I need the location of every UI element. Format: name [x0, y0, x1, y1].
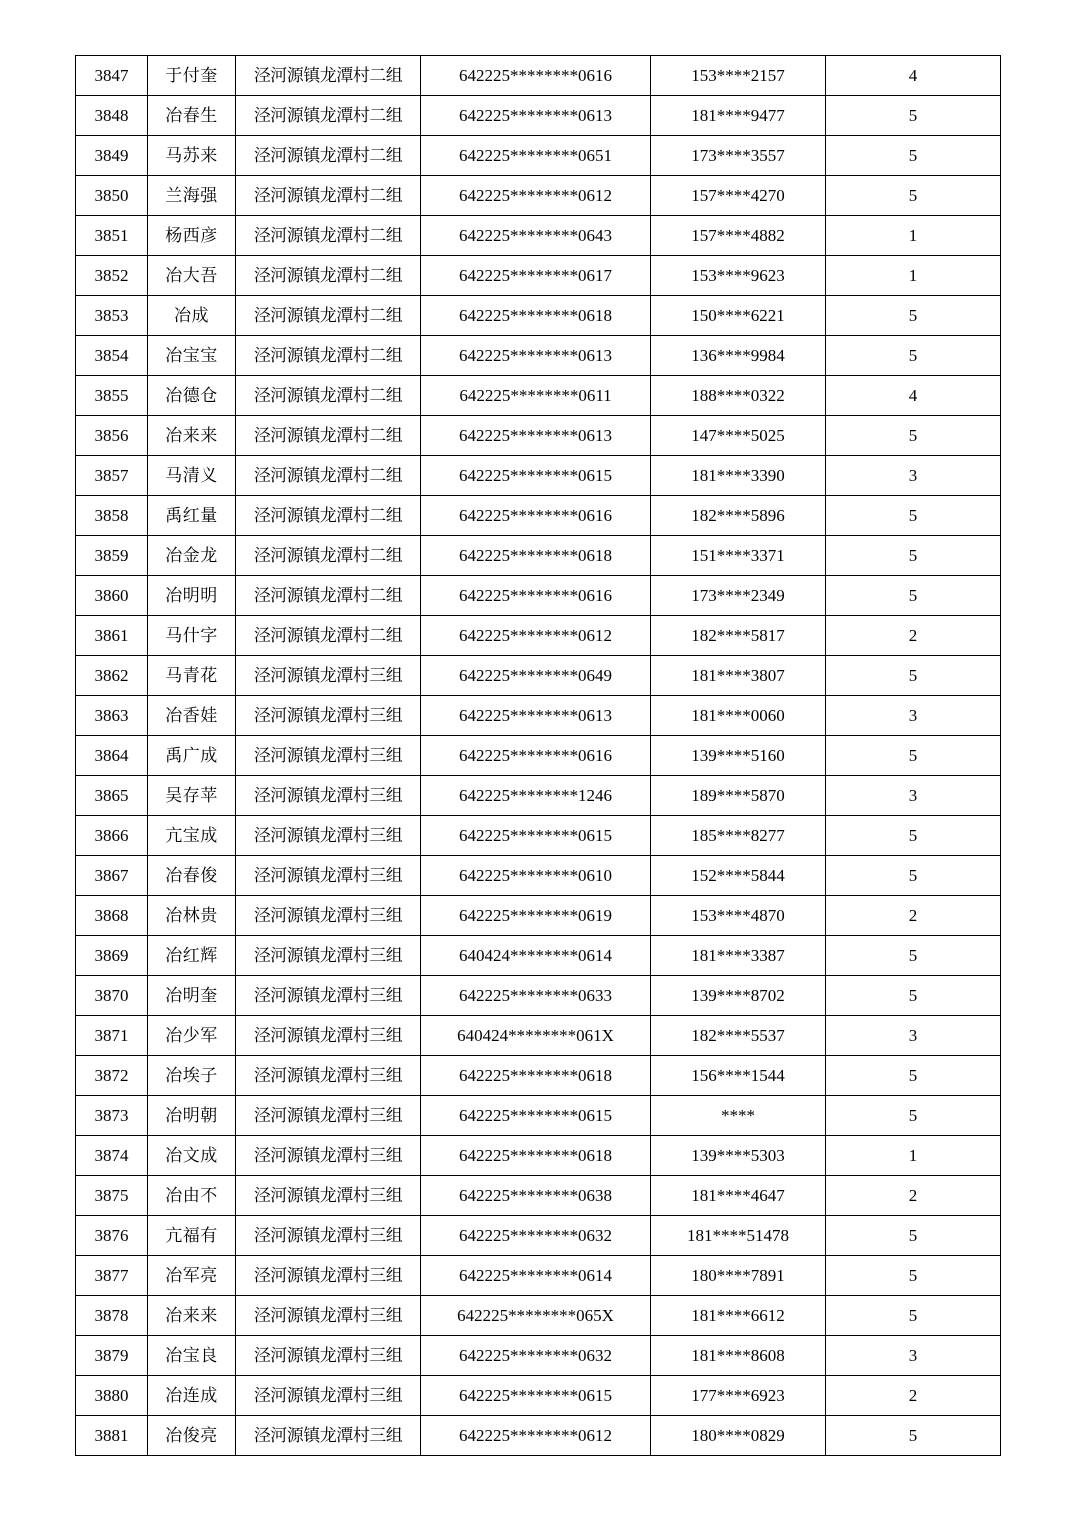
cell-count: 5 [826, 1216, 1001, 1256]
cell-count: 5 [826, 536, 1001, 576]
cell-seq: 3854 [76, 336, 148, 376]
cell-phone: 156****1544 [651, 1056, 826, 1096]
cell-phone: **** [651, 1096, 826, 1136]
cell-address: 泾河源镇龙潭村三组 [236, 696, 421, 736]
cell-seq: 3877 [76, 1256, 148, 1296]
cell-phone: 139****5303 [651, 1136, 826, 1176]
cell-address: 泾河源镇龙潭村二组 [236, 456, 421, 496]
cell-phone: 181****0060 [651, 696, 826, 736]
cell-count: 5 [826, 1416, 1001, 1456]
cell-phone: 153****9623 [651, 256, 826, 296]
cell-id-number: 642225********1246 [421, 776, 651, 816]
cell-phone: 181****8608 [651, 1336, 826, 1376]
cell-address: 泾河源镇龙潭村二组 [236, 256, 421, 296]
table-row [76, 696, 1001, 736]
cell-name: 于付奎 [148, 56, 236, 96]
cell-count: 3 [826, 1336, 1001, 1376]
cell-phone: 182****5817 [651, 616, 826, 656]
cell-id-number: 642225********0612 [421, 1416, 651, 1456]
cell-count: 5 [826, 96, 1001, 136]
cell-name: 冶连成 [148, 1376, 236, 1416]
cell-address: 泾河源镇龙潭村二组 [236, 416, 421, 456]
table-row [76, 656, 1001, 696]
cell-count: 3 [826, 696, 1001, 736]
cell-id-number: 642225********0638 [421, 1176, 651, 1216]
cell-count: 3 [826, 1016, 1001, 1056]
cell-phone: 181****51478 [651, 1216, 826, 1256]
cell-id-number: 642225********0610 [421, 856, 651, 896]
cell-address: 泾河源镇龙潭村三组 [236, 1336, 421, 1376]
cell-phone: 182****5896 [651, 496, 826, 536]
table-row [76, 1296, 1001, 1336]
cell-seq: 3865 [76, 776, 148, 816]
cell-phone: 152****5844 [651, 856, 826, 896]
cell-name: 亢福有 [148, 1216, 236, 1256]
cell-phone: 181****4647 [651, 1176, 826, 1216]
cell-address: 泾河源镇龙潭村二组 [236, 376, 421, 416]
cell-seq: 3866 [76, 816, 148, 856]
cell-name: 冶军亮 [148, 1256, 236, 1296]
table-row [76, 1336, 1001, 1376]
cell-name: 冶文成 [148, 1136, 236, 1176]
cell-count: 2 [826, 1176, 1001, 1216]
cell-phone: 153****4870 [651, 896, 826, 936]
cell-count: 4 [826, 376, 1001, 416]
cell-seq: 3856 [76, 416, 148, 456]
cell-count: 2 [826, 616, 1001, 656]
cell-seq: 3881 [76, 1416, 148, 1456]
cell-phone: 181****3387 [651, 936, 826, 976]
cell-id-number: 642225********0618 [421, 296, 651, 336]
cell-count: 5 [826, 1256, 1001, 1296]
cell-id-number: 642225********0617 [421, 256, 651, 296]
table-row [76, 296, 1001, 336]
cell-phone: 153****2157 [651, 56, 826, 96]
table-row [76, 1416, 1001, 1456]
cell-count: 5 [826, 1056, 1001, 1096]
cell-address: 泾河源镇龙潭村三组 [236, 896, 421, 936]
cell-count: 5 [826, 736, 1001, 776]
table-row [76, 376, 1001, 416]
cell-address: 泾河源镇龙潭村三组 [236, 856, 421, 896]
cell-id-number: 642225********0613 [421, 96, 651, 136]
cell-phone: 180****0829 [651, 1416, 826, 1456]
cell-count: 5 [826, 496, 1001, 536]
cell-name: 马什字 [148, 616, 236, 656]
table-row [76, 576, 1001, 616]
cell-name: 冶德仓 [148, 376, 236, 416]
table-row [76, 856, 1001, 896]
cell-id-number: 642225********0618 [421, 1056, 651, 1096]
cell-phone: 181****9477 [651, 96, 826, 136]
cell-name: 冶明朝 [148, 1096, 236, 1136]
table-row [76, 536, 1001, 576]
cell-seq: 3859 [76, 536, 148, 576]
cell-seq: 3876 [76, 1216, 148, 1256]
table-row [76, 336, 1001, 376]
cell-id-number: 642225********0613 [421, 336, 651, 376]
cell-address: 泾河源镇龙潭村二组 [236, 536, 421, 576]
cell-address: 泾河源镇龙潭村三组 [236, 1256, 421, 1296]
table-row [76, 616, 1001, 656]
cell-seq: 3849 [76, 136, 148, 176]
cell-id-number: 642225********0616 [421, 56, 651, 96]
cell-name: 马苏来 [148, 136, 236, 176]
cell-seq: 3850 [76, 176, 148, 216]
roster-table-body [76, 56, 1001, 1456]
cell-seq: 3860 [76, 576, 148, 616]
cell-seq: 3848 [76, 96, 148, 136]
cell-name: 冶金龙 [148, 536, 236, 576]
cell-seq: 3851 [76, 216, 148, 256]
cell-address: 泾河源镇龙潭村三组 [236, 1056, 421, 1096]
cell-seq: 3870 [76, 976, 148, 1016]
cell-seq: 3864 [76, 736, 148, 776]
cell-name: 冶少军 [148, 1016, 236, 1056]
table-row [76, 1176, 1001, 1216]
cell-id-number: 642225********0613 [421, 416, 651, 456]
cell-name: 禹广成 [148, 736, 236, 776]
cell-phone: 177****6923 [651, 1376, 826, 1416]
cell-count: 1 [826, 1136, 1001, 1176]
cell-id-number: 642225********0615 [421, 1376, 651, 1416]
cell-id-number: 642225********0613 [421, 696, 651, 736]
table-row [76, 1376, 1001, 1416]
cell-phone: 147****5025 [651, 416, 826, 456]
cell-id-number: 642225********0633 [421, 976, 651, 1016]
table-row [76, 416, 1001, 456]
cell-address: 泾河源镇龙潭村二组 [236, 296, 421, 336]
cell-phone: 136****9984 [651, 336, 826, 376]
table-row [76, 216, 1001, 256]
cell-address: 泾河源镇龙潭村三组 [236, 736, 421, 776]
cell-phone: 181****3807 [651, 656, 826, 696]
cell-address: 泾河源镇龙潭村三组 [236, 1136, 421, 1176]
cell-address: 泾河源镇龙潭村二组 [236, 336, 421, 376]
cell-phone: 173****2349 [651, 576, 826, 616]
cell-address: 泾河源镇龙潭村二组 [236, 176, 421, 216]
cell-count: 5 [826, 576, 1001, 616]
cell-address: 泾河源镇龙潭村二组 [236, 496, 421, 536]
cell-name: 冶香娃 [148, 696, 236, 736]
cell-count: 5 [826, 176, 1001, 216]
cell-seq: 3875 [76, 1176, 148, 1216]
cell-name: 冶宝宝 [148, 336, 236, 376]
cell-address: 泾河源镇龙潭村三组 [236, 976, 421, 1016]
cell-address: 泾河源镇龙潭村三组 [236, 776, 421, 816]
cell-id-number: 642225********0616 [421, 576, 651, 616]
cell-id-number: 642225********0632 [421, 1216, 651, 1256]
cell-address: 泾河源镇龙潭村三组 [236, 1216, 421, 1256]
cell-name: 冶林贵 [148, 896, 236, 936]
cell-count: 1 [826, 256, 1001, 296]
cell-count: 5 [826, 656, 1001, 696]
cell-name: 冶来来 [148, 1296, 236, 1336]
cell-seq: 3867 [76, 856, 148, 896]
cell-seq: 3879 [76, 1336, 148, 1376]
cell-id-number: 642225********0612 [421, 616, 651, 656]
table-row [76, 56, 1001, 96]
cell-address: 泾河源镇龙潭村三组 [236, 1296, 421, 1336]
cell-phone: 189****5870 [651, 776, 826, 816]
cell-seq: 3878 [76, 1296, 148, 1336]
table-row [76, 816, 1001, 856]
cell-id-number: 642225********0615 [421, 816, 651, 856]
cell-count: 5 [826, 816, 1001, 856]
cell-count: 5 [826, 856, 1001, 896]
cell-name: 马清义 [148, 456, 236, 496]
cell-count: 3 [826, 776, 1001, 816]
cell-seq: 3862 [76, 656, 148, 696]
cell-id-number: 642225********0616 [421, 736, 651, 776]
cell-id-number: 642225********0612 [421, 176, 651, 216]
cell-address: 泾河源镇龙潭村三组 [236, 1096, 421, 1136]
cell-seq: 3847 [76, 56, 148, 96]
cell-seq: 3861 [76, 616, 148, 656]
cell-address: 泾河源镇龙潭村二组 [236, 136, 421, 176]
cell-count: 2 [826, 896, 1001, 936]
cell-name: 禹红量 [148, 496, 236, 536]
table-row [76, 1056, 1001, 1096]
cell-count: 5 [826, 416, 1001, 456]
table-row [76, 176, 1001, 216]
cell-name: 冶成 [148, 296, 236, 336]
table-row [76, 1216, 1001, 1256]
cell-name: 马青花 [148, 656, 236, 696]
cell-id-number: 642225********0649 [421, 656, 651, 696]
cell-id-number: 642225********0643 [421, 216, 651, 256]
cell-seq: 3852 [76, 256, 148, 296]
cell-count: 5 [826, 936, 1001, 976]
cell-name: 冶明奎 [148, 976, 236, 1016]
cell-phone: 139****8702 [651, 976, 826, 1016]
cell-seq: 3855 [76, 376, 148, 416]
cell-seq: 3872 [76, 1056, 148, 1096]
table-row [76, 776, 1001, 816]
cell-phone: 150****6221 [651, 296, 826, 336]
table-row [76, 136, 1001, 176]
table-row [76, 1096, 1001, 1136]
cell-address: 泾河源镇龙潭村三组 [236, 1016, 421, 1056]
cell-name: 吴存苹 [148, 776, 236, 816]
cell-count: 4 [826, 56, 1001, 96]
table-row [76, 976, 1001, 1016]
cell-phone: 181****6612 [651, 1296, 826, 1336]
cell-count: 5 [826, 1296, 1001, 1336]
cell-seq: 3880 [76, 1376, 148, 1416]
cell-count: 3 [826, 456, 1001, 496]
cell-id-number: 642225********0614 [421, 1256, 651, 1296]
cell-address: 泾河源镇龙潭村三组 [236, 816, 421, 856]
cell-seq: 3853 [76, 296, 148, 336]
cell-name: 冶春俊 [148, 856, 236, 896]
cell-count: 5 [826, 136, 1001, 176]
cell-address: 泾河源镇龙潭村二组 [236, 616, 421, 656]
cell-name: 冶春生 [148, 96, 236, 136]
cell-name: 冶埃子 [148, 1056, 236, 1096]
cell-id-number: 642225********0651 [421, 136, 651, 176]
roster-table [75, 55, 1001, 1456]
cell-count: 1 [826, 216, 1001, 256]
cell-phone: 185****8277 [651, 816, 826, 856]
cell-phone: 151****3371 [651, 536, 826, 576]
cell-seq: 3857 [76, 456, 148, 496]
cell-id-number: 642225********0632 [421, 1336, 651, 1376]
table-row [76, 1016, 1001, 1056]
cell-id-number: 642225********0619 [421, 896, 651, 936]
cell-name: 冶明明 [148, 576, 236, 616]
cell-address: 泾河源镇龙潭村三组 [236, 936, 421, 976]
table-row [76, 96, 1001, 136]
cell-phone: 157****4882 [651, 216, 826, 256]
cell-id-number: 642225********0615 [421, 456, 651, 496]
cell-seq: 3868 [76, 896, 148, 936]
cell-name: 冶由不 [148, 1176, 236, 1216]
cell-name: 兰海强 [148, 176, 236, 216]
table-row [76, 256, 1001, 296]
cell-seq: 3863 [76, 696, 148, 736]
table-row [76, 496, 1001, 536]
cell-name: 冶大吾 [148, 256, 236, 296]
cell-name: 冶红辉 [148, 936, 236, 976]
cell-seq: 3873 [76, 1096, 148, 1136]
cell-id-number: 642225********065X [421, 1296, 651, 1336]
cell-seq: 3871 [76, 1016, 148, 1056]
cell-address: 泾河源镇龙潭村三组 [236, 1176, 421, 1216]
cell-count: 2 [826, 1376, 1001, 1416]
cell-id-number: 642225********0611 [421, 376, 651, 416]
cell-name: 杨西彦 [148, 216, 236, 256]
cell-phone: 181****3390 [651, 456, 826, 496]
cell-id-number: 640424********061X [421, 1016, 651, 1056]
cell-phone: 182****5537 [651, 1016, 826, 1056]
table-row [76, 736, 1001, 776]
cell-address: 泾河源镇龙潭村二组 [236, 96, 421, 136]
cell-id-number: 642225********0615 [421, 1096, 651, 1136]
cell-address: 泾河源镇龙潭村二组 [236, 216, 421, 256]
cell-count: 5 [826, 296, 1001, 336]
cell-phone: 139****5160 [651, 736, 826, 776]
cell-id-number: 642225********0618 [421, 1136, 651, 1176]
table-row [76, 936, 1001, 976]
cell-count: 5 [826, 336, 1001, 376]
cell-name: 亢宝成 [148, 816, 236, 856]
cell-phone: 173****3557 [651, 136, 826, 176]
cell-name: 冶来来 [148, 416, 236, 456]
cell-address: 泾河源镇龙潭村二组 [236, 576, 421, 616]
cell-name: 冶宝良 [148, 1336, 236, 1376]
cell-phone: 188****0322 [651, 376, 826, 416]
cell-id-number: 640424********0614 [421, 936, 651, 976]
cell-name: 冶俊亮 [148, 1416, 236, 1456]
cell-seq: 3858 [76, 496, 148, 536]
table-row [76, 896, 1001, 936]
cell-address: 泾河源镇龙潭村三组 [236, 1416, 421, 1456]
cell-id-number: 642225********0618 [421, 536, 651, 576]
table-row [76, 456, 1001, 496]
cell-phone: 157****4270 [651, 176, 826, 216]
cell-id-number: 642225********0616 [421, 496, 651, 536]
cell-phone: 180****7891 [651, 1256, 826, 1296]
cell-address: 泾河源镇龙潭村三组 [236, 656, 421, 696]
cell-count: 5 [826, 1096, 1001, 1136]
cell-count: 5 [826, 976, 1001, 1016]
cell-address: 泾河源镇龙潭村三组 [236, 1376, 421, 1416]
table-row [76, 1136, 1001, 1176]
cell-seq: 3869 [76, 936, 148, 976]
cell-address: 泾河源镇龙潭村二组 [236, 56, 421, 96]
table-row [76, 1256, 1001, 1296]
cell-seq: 3874 [76, 1136, 148, 1176]
